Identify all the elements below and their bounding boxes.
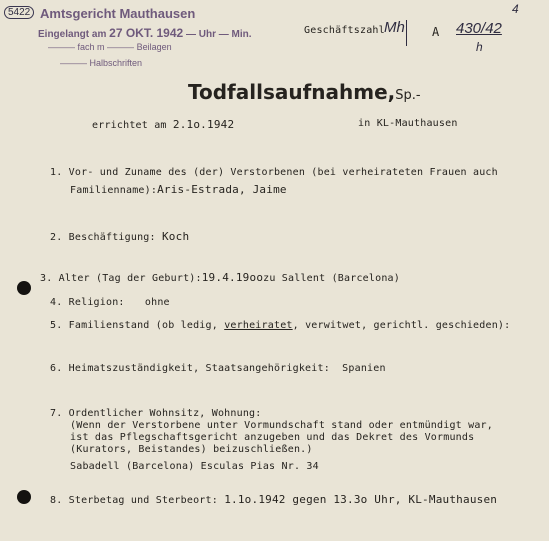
item-religion bbox=[50, 297, 170, 308]
item-citizenship bbox=[50, 363, 386, 374]
item-marital-selected: verheiratet bbox=[224, 320, 293, 331]
stamp-min-label: Min. bbox=[231, 29, 252, 40]
stamp-received-label: Eingelangt am bbox=[38, 29, 107, 40]
item-marital-rest: , verwitwet, gerichtl. geschieden): bbox=[292, 320, 511, 331]
stamp-halbschriften-label: Halbschriften bbox=[89, 58, 143, 68]
file-number-letter: A bbox=[432, 25, 440, 39]
title-main: Todfallsaufnahme, bbox=[188, 80, 396, 104]
item-occupation-label: 2. Beschäftigung: bbox=[50, 232, 156, 243]
created-line bbox=[92, 118, 234, 131]
item-residence-note1: (Wenn der Verstorbene unter Vormundschaft stand oder entmündigt war, bbox=[70, 420, 493, 431]
created-date: 2.1o.1942 bbox=[172, 118, 235, 131]
created-label: errichtet am bbox=[92, 120, 167, 131]
item-religion-value: ohne bbox=[144, 297, 170, 308]
item-citizenship-label: 6. Heimatszuständigkeit, Staatsangehörigkeit: bbox=[50, 363, 330, 374]
file-number-number: 430/42 bbox=[456, 20, 502, 37]
stamp-received-line: Eingelangt am 27 OKT. 1942 — Uhr — Min. bbox=[38, 26, 252, 40]
stamp-time-label: Uhr bbox=[198, 29, 216, 40]
created-place-line bbox=[358, 118, 458, 129]
item-name-value: Aris-Estrada, Jaime bbox=[157, 183, 287, 196]
stamp-received-date: 27 OKT. 1942 bbox=[109, 26, 184, 40]
punch-hole-bottom bbox=[17, 490, 31, 504]
item-death-value: 1.1o.1942 gegen 13.3o Uhr, KL-Mauthausen bbox=[224, 493, 498, 506]
file-number-suffix: h bbox=[476, 40, 483, 54]
item-death-label: 8. Sterbetag und Sterbeort: bbox=[50, 495, 218, 506]
item-residence-value: Sabadell (Barcelona) Esculas Pias Nr. 34 bbox=[70, 461, 319, 472]
document-title bbox=[188, 80, 421, 104]
item-name-line1: 1. Vor- und Zuname des (der) Verstorbenen (bei verheirateten Frauen auch bbox=[50, 167, 498, 178]
punch-hole-top bbox=[17, 281, 31, 295]
file-number-top-mark: 4 bbox=[512, 2, 519, 16]
item-citizenship-value: Spanien bbox=[342, 363, 386, 374]
stamp-fach-line: ——— fach m ——— Beilagen bbox=[48, 42, 172, 52]
item-residence-note2: ist das Pflegschaftsgericht anzugeben und das Dekret des Vormunds bbox=[70, 432, 475, 443]
item-birth-date: 19.4.19oo bbox=[201, 271, 264, 284]
file-number-prefix: Mh bbox=[384, 19, 405, 36]
item-occupation bbox=[50, 230, 189, 243]
corner-number: 5422 bbox=[4, 6, 34, 19]
item-marital bbox=[50, 320, 510, 331]
item-residence-label: 7. Ordentlicher Wohnsitz, Wohnung: bbox=[50, 408, 262, 419]
title-suffix: Sp.- bbox=[395, 88, 421, 103]
item-religion-label: 4. Religion: bbox=[50, 297, 125, 308]
stamp-halbschriften-line: ——— Halbschriften bbox=[60, 58, 143, 68]
item-occupation-value: Koch bbox=[161, 230, 190, 243]
stamp-fach-label: fach m bbox=[77, 42, 105, 52]
item-name-label: Familienname): bbox=[70, 185, 158, 196]
item-marital-label: 5. Familienstand (ob ledig, bbox=[50, 320, 218, 331]
item-birth bbox=[40, 271, 400, 284]
item-birth-place: zu Sallent (Barcelona) bbox=[263, 273, 400, 284]
item-name-line2 bbox=[70, 183, 287, 196]
item-birth-label: 3. Alter (Tag der Geburt): bbox=[40, 273, 202, 284]
stamp-court-name: Amtsgericht Mauthausen bbox=[40, 6, 196, 21]
created-place: KL-Mauthausen bbox=[376, 118, 458, 129]
item-residence-note3: (Kurators, Beistandes) beizuschließen.) bbox=[70, 444, 313, 455]
file-number-label: Geschäftszahl bbox=[304, 25, 385, 36]
stamp-beilagen-label: Beilagen bbox=[136, 42, 172, 52]
item-death bbox=[50, 493, 497, 506]
file-number-rule bbox=[406, 20, 407, 46]
created-in-label: in bbox=[358, 118, 371, 129]
